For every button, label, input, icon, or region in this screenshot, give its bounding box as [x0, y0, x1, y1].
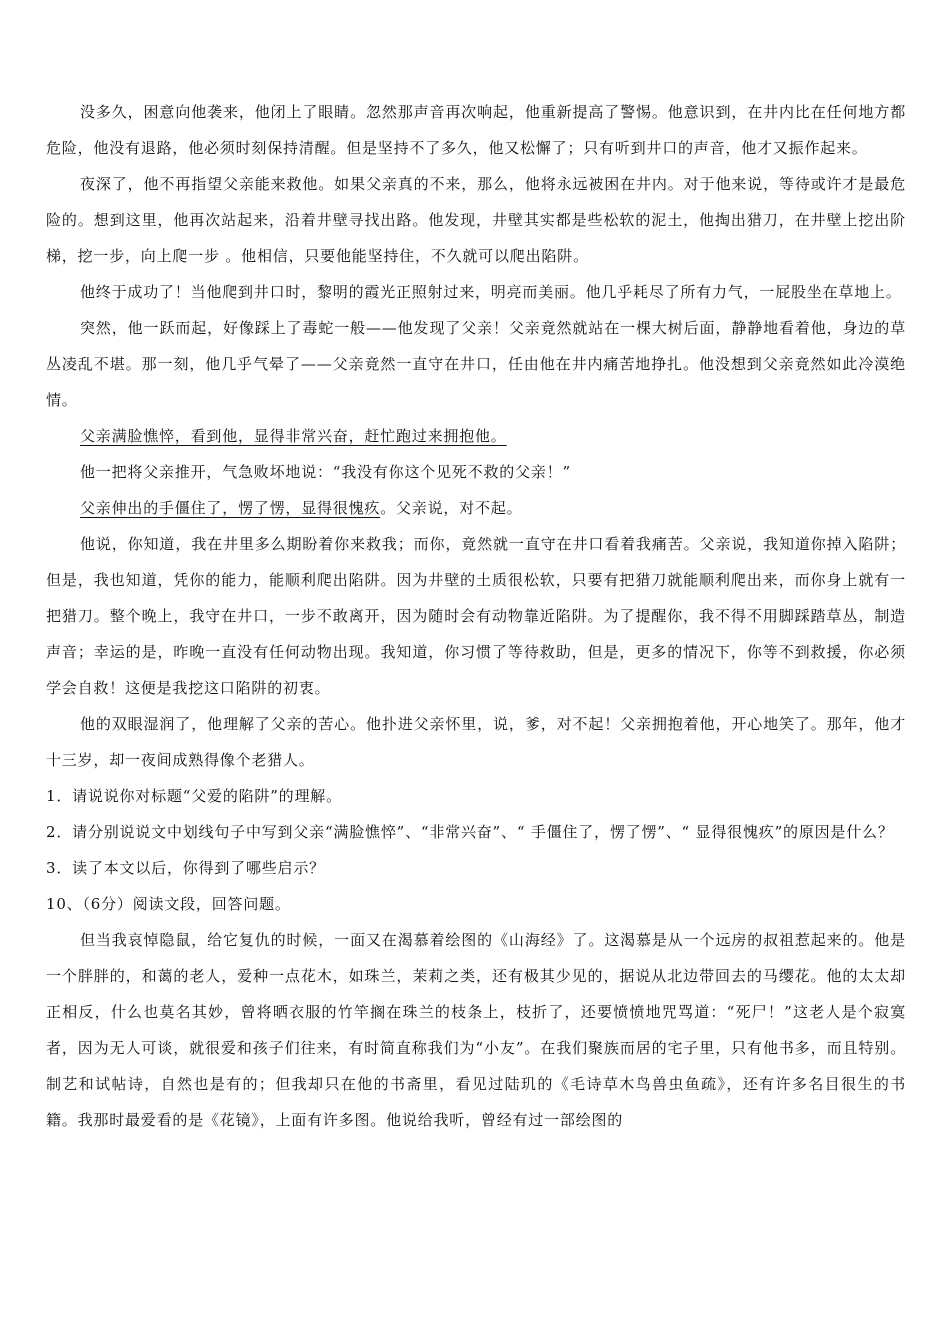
question-1: 1．请说说你对标题“父爱的陷阱”的理解。 [46, 787, 342, 805]
paragraph-7-rest: 。父亲说，对不起。 [380, 499, 523, 517]
question-2: 2．请分别说说文中划线句子中写到父亲“满脸憔悴”、“非常兴奋”、“ 手僵住了，愣了愣”、“ 显得很愧疚”的原因是什么？ [46, 823, 894, 841]
story-paragraph-1: 没多久，困意向他袭来，他闭上了眼睛。忽然那声音再次响起，他重新提高了警惕。他意识到，在井内比在任何地方都危险，他没有退路，他必须时刻保持清醒。但是坚持不了多久，他又松懈了；只有听到井口的声音，他才又振作起来。 [46, 103, 906, 157]
story-paragraph-8: 他说，你知道，我在井里多么期盼着你来救我；而你，竟然就一直守在井口看着我痛苦。父亲说，我知道你掉入陷阱；但是，我也知道，凭你的能力，能顺利爬出陷阱。因为井壁的土质很松软，只要有把猎刀就能顺利爬出来，而你身上就有一把猎刀。整个晚上，我守在井口，一步不敢离开，因为随时会有动物靠近陷阱。为了提醒你，我不得不用脚踩踏草丛，制造声音；幸运的是，昨晚一直没有任何动物出现。我知道，你习惯了等待救助，但是，更多的情况下，你等不到救援，你必须学会自救！这便是我挖这口陷阱的初衷。 [46, 535, 906, 697]
story-paragraph-9: 他的双眼湿润了，他理解了父亲的苦心。他扑进父亲怀里，说，爹，对不起！父亲拥抱着他，开心地笑了。那年，他才十三岁，却一夜间成熟得像个老猎人。 [46, 715, 906, 769]
section-10-heading: 10、（6分）阅读文段，回答问题。 [46, 895, 291, 913]
underlined-sentence-1: 父亲满脸憔悴，看到他，显得非常兴奋，赶忙跑过来拥抱他。 [80, 427, 507, 445]
underlined-sentence-2: 父亲伸出的手僵住了，愣了愣，显得很愧疚 [80, 499, 381, 517]
story-paragraph-5 [46, 418, 906, 454]
story-paragraph-6: 他一把将父亲推开，气急败坏地说：“我没有你这个见死不救的父亲！” [80, 463, 571, 481]
story-paragraph-7 [46, 490, 906, 526]
question-3: 3．读了本文以后，你得到了哪些启示？ [46, 859, 325, 877]
passage-2-paragraph: 但当我哀悼隐鼠，给它复仇的时候，一面又在渴慕着绘图的《山海经》了。这渴慕是从一个远房的叔祖惹起来的。他是一个胖胖的，和蔼的老人，爱种一点花木，如珠兰，茉莉之类，还有极其少见的，据说从北边带回去的马缨花。他的太太却正相反，什么也莫名其妙，曾将晒衣服的竹竿搁在珠兰的枝条上，枝折了，还要愤愤地咒骂道：“死尸！”这老人是个寂寞者，因为无人可谈，就很爱和孩子们往来，有时简直称我们为“小友”。在我们聚族而居的宅子里，只有他书多，而且特别。制艺和试帖诗，自然也是有的；但我却只在他的书斋里，看见过陆玑的《毛诗草木鸟兽虫鱼疏》，还有许多名目很生的书籍。我那时最爱看的是《花镜》，上面有许多图。他说给我听，曾经有过一部绘图的 [46, 931, 906, 1129]
story-paragraph-3: 他终于成功了！当他爬到井口时，黎明的霞光正照射过来，明亮而美丽。他几乎耗尽了所有力气，一屁股坐在草地上。 [80, 283, 902, 301]
story-paragraph-2: 夜深了，他不再指望父亲能来救他。如果父亲真的不来，那么，他将永远被困在井内。对于他来说，等待或许才是最危险的。想到这里，他再次站起来，沿着井壁寻找出路。他发现，井壁其实都是些松软的泥土，他掏出猎刀，在井壁上挖出阶梯，挖一步，向上爬一步 。他相信，只要他能坚持住，不久就可以爬出陷阱。 [46, 175, 906, 265]
story-paragraph-4: 突然，他一跃而起，好像踩上了毒蛇一般——他发现了父亲！父亲竟然就站在一棵大树后面，静静地看着他，身边的草丛凌乱不堪。那一刻，他几乎气晕了——父亲竟然一直守在井口，任由他在井内痛苦地挣扎。他没想到父亲竟然如此冷漠绝情。 [46, 319, 906, 409]
